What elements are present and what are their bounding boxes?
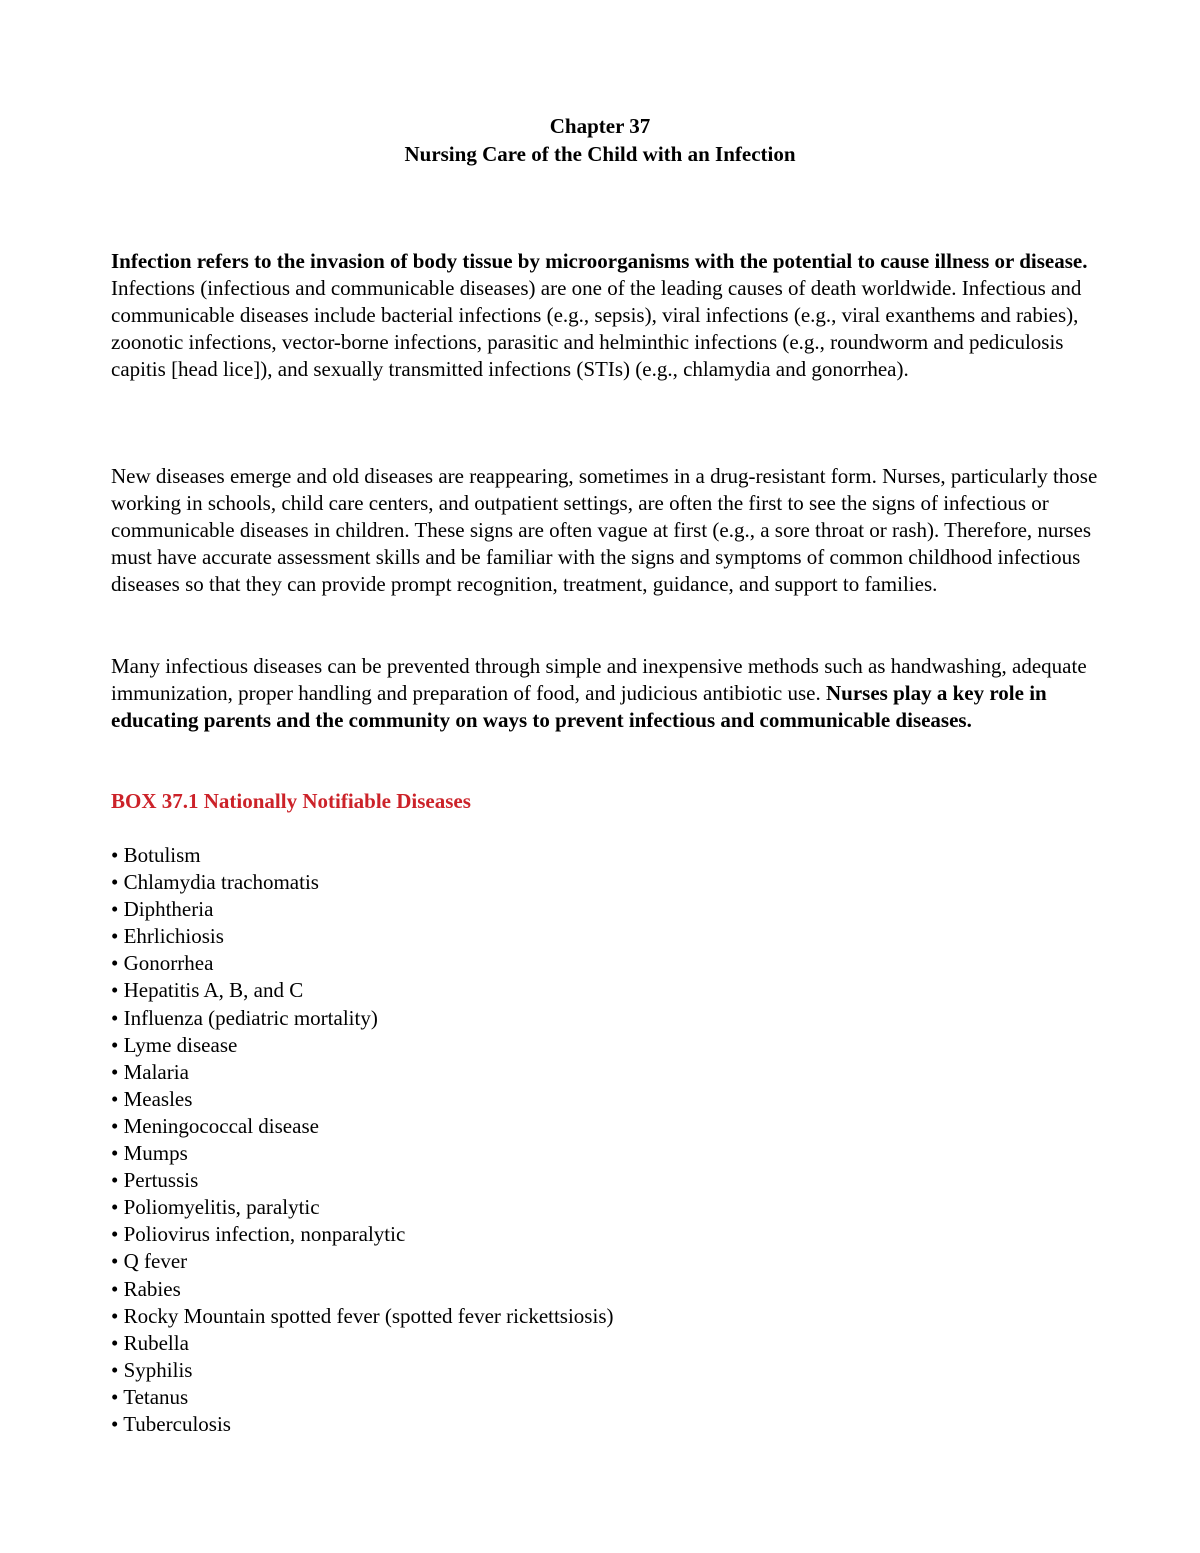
disease-list-item: • Tuberculosis bbox=[111, 1411, 231, 1436]
prevention-text: Many infectious diseases can be prevented through simple and inexpensive methods such as handwashing, adequate immunization, proper handling and preparation of food, and judicious antibiotic use. bbox=[111, 654, 1087, 705]
disease-list-item: • Rocky Mountain spotted fever (spotted fever rickettsiosis) bbox=[111, 1303, 614, 1328]
prevention-paragraph bbox=[111, 653, 1101, 734]
disease-list-item: • Poliomyelitis, paralytic bbox=[111, 1195, 320, 1220]
nurses-role-text: Nurses play a key role in educating parents and the community on ways to prevent infectious and communicable diseases. bbox=[111, 681, 1047, 732]
disease-list-item: • Mumps bbox=[111, 1141, 188, 1166]
chapter-title: Nursing Care of the Child with an Infection bbox=[404, 142, 796, 166]
chapter-number: Chapter 37 bbox=[549, 114, 651, 138]
disease-list-item: • Chlamydia trachomatis bbox=[111, 870, 319, 895]
intro-paragraph bbox=[111, 248, 1101, 383]
disease-list-item: • Diphtheria bbox=[111, 897, 214, 922]
disease-list-item: • Gonorrhea bbox=[111, 951, 214, 976]
emerging-diseases-paragraph: New diseases emerge and old diseases are reappearing, sometimes in a drug-resistant form. Nurses, particularly those working in schools, child care centers, and outpatient settings, are often the first to see the signs of infectious or communicable diseases in children. These signs are often vague at first (e.g., a sore throat or rash). Therefore, nurses must have accurate assessment skills and be familiar with the signs and symptoms of common childhood infectious diseases so that they can provide prompt recognition, treatment, guidance, and support to families. bbox=[111, 464, 1098, 596]
disease-list-item: • Hepatitis A, B, and C bbox=[111, 978, 304, 1003]
disease-list-item: • Pertussis bbox=[111, 1168, 199, 1193]
disease-list-item: • Measles bbox=[111, 1086, 193, 1111]
title-block bbox=[0, 112, 1200, 168]
intro-text: Infections (infectious and communicable diseases) are one of the leading causes of death worldwide. Infectious and communicable diseases include bacterial infections (e.g., sepsis), viral infections (e.g., viral exanthems and rabies), zoonotic infections, vector-borne infections, parasitic and helminthic infections (e.g., roundworm and pediculosis capitis [head lice]), and sexually transmitted infections (STIs) (e.g., chlamydia and gonorrhea). bbox=[111, 276, 1082, 381]
disease-list-item: • Rubella bbox=[111, 1330, 189, 1355]
disease-list-item: • Tetanus bbox=[111, 1384, 189, 1409]
disease-list-item: • Meningococcal disease bbox=[111, 1113, 319, 1138]
disease-list-item: • Malaria bbox=[111, 1059, 189, 1084]
disease-list-item: • Q fever bbox=[111, 1249, 188, 1274]
box-heading: BOX 37.1 Nationally Notifiable Diseases bbox=[111, 789, 471, 813]
disease-list-item: • Influenza (pediatric mortality) bbox=[111, 1005, 378, 1030]
infection-definition: Infection refers to the invasion of body tissue by microorganisms with the potential to cause illness or disease. bbox=[111, 249, 1088, 273]
notifiable-diseases-list bbox=[111, 842, 613, 1438]
disease-list-item: • Rabies bbox=[111, 1276, 181, 1301]
disease-list-item: • Poliovirus infection, nonparalytic bbox=[111, 1222, 406, 1247]
disease-list-item: • Ehrlichiosis bbox=[111, 924, 224, 949]
disease-list-item: • Botulism bbox=[111, 843, 201, 867]
disease-list-item: • Syphilis bbox=[111, 1357, 193, 1382]
disease-list-item: • Lyme disease bbox=[111, 1032, 238, 1057]
